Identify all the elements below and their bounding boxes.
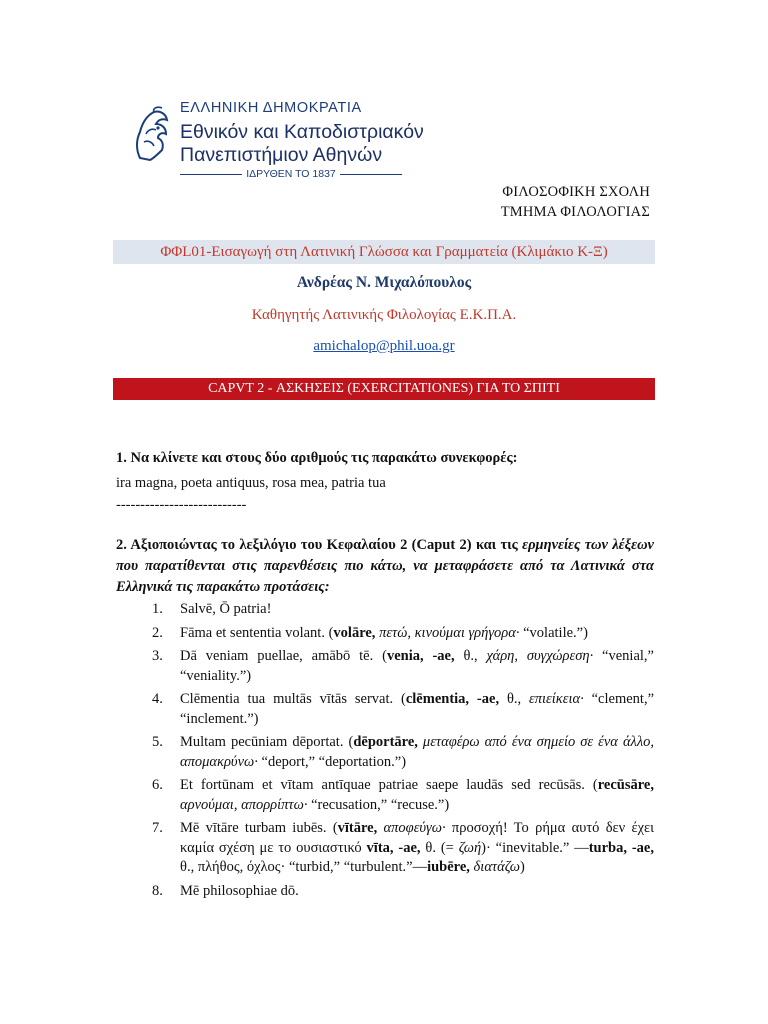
- faculty-name: ΦΙΛΟΣΟΦΙΚΗ ΣΧΟΛΗ: [502, 184, 650, 200]
- university-logo: [132, 100, 432, 180]
- sentence-segment: Fāma et sententia volant. (: [180, 624, 334, 641]
- sentence-segment: “recusation,” “recuse.”): [307, 796, 450, 813]
- sentence-segment: αρνούμαι, απορρίπτω·: [180, 796, 308, 813]
- sentence-segment: Mē vītāre turbam iubēs. (: [180, 820, 338, 836]
- logo-line-university-2: Πανεπιστήμιον Αθηνών: [180, 144, 383, 166]
- exercise-1-heading: 1. Να κλίνετε και στους δύο αριθμούς τις παρακάτω συνεκφορές:: [116, 450, 518, 466]
- exercise-1-phrases: ira magna, poeta antiquus, rosa mea, patria tua: [116, 475, 386, 491]
- separator-line: ---------------------------: [116, 497, 247, 513]
- sentence-segment: volāre,: [333, 624, 376, 641]
- sentence-segment: turba, -ae,: [588, 839, 654, 856]
- sentence-segment: Mē philosophiae dō.: [180, 882, 299, 899]
- sentence-segment: πετώ, κινούμαι γρήγορα·: [375, 624, 520, 641]
- sentence-segment: επιείκεια·: [529, 691, 584, 707]
- author-email-link[interactable]: amichalop@phil.uoa.gr: [313, 338, 455, 354]
- author-title: Καθηγητής Λατινικής Φιλολογίας Ε.Κ.Π.Α.: [251, 307, 517, 323]
- list-item: [152, 647, 654, 686]
- list-item-number: 3.: [152, 648, 163, 664]
- list-item: [152, 882, 654, 902]
- sentence-segment: Salvē, Ō patria!: [180, 601, 272, 617]
- sentence-segment: Et fortūnam et vītam antīquae patriae saepe laudās sed recūsās. (: [180, 777, 598, 793]
- logo-line-university-1: Εθνικόν και Καποδιστριακόν: [180, 121, 424, 143]
- sentence-segment: iubēre,: [427, 859, 470, 875]
- sentence-list: [152, 600, 654, 905]
- list-item: [152, 819, 654, 878]
- exercise-2-heading-part1: 2. Αξιοποιώντας το λεξιλόγιο του Κεφαλαίου 2 (Caput 2) και τις: [116, 537, 523, 553]
- department-name: ΤΜΗΜΑ ΦΙΛΟΛΟΓΙΑΣ: [500, 204, 650, 220]
- list-item: [152, 600, 654, 620]
- sentence-segment: clēmentia, -ae,: [405, 691, 500, 707]
- sentence-segment: dēportāre,: [353, 734, 418, 750]
- list-item-number: 5.: [152, 734, 163, 750]
- athena-head-icon: [132, 106, 172, 162]
- list-item-number: 7.: [152, 820, 163, 836]
- founded-text: ΙΔΡΥΘΕΝ ΤΟ 1837: [246, 168, 336, 180]
- list-item-number: 6.: [152, 777, 163, 793]
- list-item-number: 2.: [152, 624, 163, 641]
- divider: [340, 174, 402, 175]
- sentence-segment: Clēmentia tua multās vītās servat. (: [180, 691, 406, 707]
- sentence-segment: Dā veniam puellae, amābō tē. (: [180, 648, 387, 664]
- sentence-segment: μεταφέρω από ένα σημείο σε ένα άλλο, απομακρύνω·: [180, 734, 654, 770]
- sentence-segment: προσοχή! Το ρήμα αυτό δεν έχει καμία σχέση με το ουσιαστικό: [180, 820, 655, 856]
- sentence-segment: Multam pecūniam dēportat. (: [180, 734, 354, 750]
- list-item: [152, 776, 654, 815]
- sentence-segment: vīta, -ae,: [366, 839, 421, 856]
- list-item-number: 4.: [152, 691, 163, 707]
- divider: [180, 174, 242, 175]
- sentence-segment: “clement,” “inclement.”): [180, 691, 655, 727]
- sentence-segment: “deport,” “deportation.”): [257, 753, 407, 770]
- sentence-segment: χάρη, συγχώρεση·: [486, 648, 594, 664]
- section-banner: CAPVT 2 - ΑΣΚΗΣΕΙΣ (EXERCITATIONES) ΓΙΑ ΤΟ ΣΠΙΤΙ: [113, 378, 655, 400]
- sentence-segment: vītāre,: [337, 820, 378, 836]
- list-item: [152, 690, 654, 729]
- sentence-segment: ζωή: [458, 839, 482, 856]
- sentence-segment: θ., πλήθος, όχλος· “turbid,” “turbulent.”—: [180, 859, 428, 875]
- sentence-segment: ): [520, 859, 525, 875]
- list-item: [152, 733, 654, 772]
- sentence-segment: venia, -ae,: [386, 648, 455, 664]
- exercise-2-heading-part2: ερμηνείες των λέξεων που παρατίθενται στις παρενθέσεις πιο κάτω, να μεταφράσετε από τα Λατινικά στα Ελληνικά τις παρακάτω προτάσεις:: [116, 537, 654, 595]
- sentence-segment: αποφεύγω·: [377, 820, 446, 836]
- logo-line-republic: ΕΛΛΗΝΙΚΗ ΔΗΜΟΚΡΑΤΙΑ: [180, 100, 362, 116]
- sentence-segment: recūsāre,: [597, 777, 654, 793]
- list-item: [152, 624, 654, 644]
- exercise-2-heading: [116, 535, 654, 598]
- sentence-segment: )· “inevitable.” —: [481, 839, 589, 856]
- course-title: ΦΦL01-Εισαγωγή στη Λατινική Γλώσσα και Γραμματεία (Κλιμάκιο Κ-Ξ): [113, 240, 655, 264]
- list-item-number: 8.: [152, 882, 163, 899]
- school-block: [501, 182, 650, 222]
- sentence-segment: “volatile.”): [519, 624, 588, 641]
- sentence-segment: θ. (=: [420, 839, 459, 856]
- sentence-segment: θ.,: [454, 648, 487, 664]
- sentence-segment: “venial,” “veniality.”): [180, 648, 654, 684]
- logo-line-founded: [180, 168, 402, 180]
- list-item-number: 1.: [152, 601, 163, 617]
- author-name: Ανδρέας Ν. Μιχαλόπουλος: [296, 274, 472, 291]
- sentence-segment: διατάζω: [469, 859, 521, 875]
- sentence-segment: θ.,: [499, 691, 530, 707]
